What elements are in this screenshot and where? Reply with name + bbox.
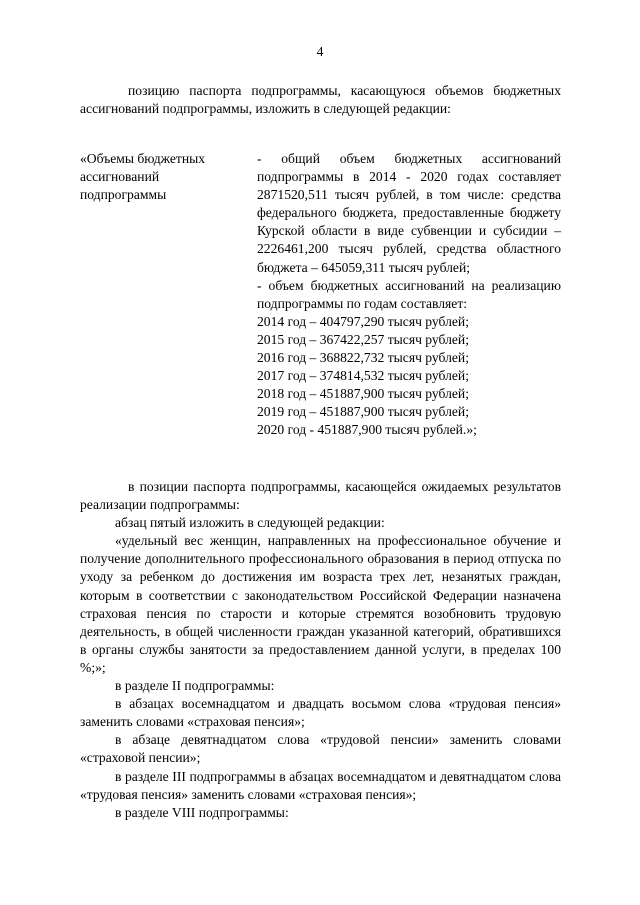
year-2017: 2017 год – 374814,532 тысяч рублей; — [257, 368, 469, 384]
table-value — [257, 150, 561, 440]
page-number: 4 — [316, 44, 324, 59]
years-list — [257, 313, 561, 440]
paragraph-section-8: в разделе VIII подпрограммы: — [115, 804, 289, 820]
paragraph-section-2: в разделе II подпрограммы: — [115, 678, 275, 694]
paragraph-expected-results: в позиции паспорта подпрограммы, касающейся ожидаемых результатов реализации подпрограммы: — [80, 479, 561, 513]
year-2019: 2019 год – 451887,900 тысяч рублей; — [257, 404, 469, 420]
year-2018: 2018 год – 451887,900 тысяч рублей; — [257, 386, 469, 402]
intro-paragraph: позицию паспорта подпрограммы, касающуюся объемов бюджетных ассигнований подпрограммы, изложить в следующей редакции: — [80, 83, 561, 117]
year-2020: 2020 год - 451887,900 тысяч рублей.»; — [257, 422, 477, 438]
year-2015: 2015 год – 367422,257 тысяч рублей; — [257, 331, 469, 347]
paragraph-fifth-abzac: абзац пятый изложить в следующей редакции: — [115, 515, 385, 531]
value-by-year-intro: - объем бюджетных ассигнований на реализацию подпрограммы по годам составляет: — [257, 277, 561, 311]
paragraph-abzac-18-28: в абзацах восемнадцатом и двадцать восьмом слова «трудовая пенсия» заменить словами «страховая пенсия»; — [80, 696, 561, 730]
paragraph-abzac-19: в абзаце девятнадцатом слова «трудовой пенсии» заменить словами «страховой пенсии»; — [80, 732, 561, 766]
paragraph-quote: «удельный вес женщин, направленных на профессиональное обучение и получение дополнительного профессионального образования в период отпуска по уходу за ребенком до достижения им возраста трех лет, незанятых граждан, которым в соответствии с законодательством Российской Федерации назначена страховая пенсия по старости и которые стремятся возобновить трудовую деятельность, в общей численности граждан указанной категорий, обратившихся в органы службы занятости за предоставлением данной услуги, в пределах 100 %;»; — [80, 533, 561, 675]
table-label: «Объемы бюджетных ассигнований подпрограммы — [80, 151, 206, 203]
body-text — [80, 478, 561, 822]
value-total: - общий объем бюджетных ассигнований подпрограммы в 2014 - 2020 годах составляет 2871520,511 тысяч рублей, в том числе: средства федерального бюджета, предоставленные бюджету Курской области в виде субвенции и субсидии – 2226461,200 тысяч рублей, средства областного бюджета – 645059,311 тысяч рублей; — [257, 151, 561, 275]
year-2016: 2016 год – 368822,732 тысяч рублей; — [257, 350, 469, 366]
year-2014: 2014 год – 404797,290 тысяч рублей; — [257, 313, 469, 329]
paragraph-section-3: в разделе III подпрограммы в абзацах восемнадцатом и девятнадцатом слова «трудовая пенсия» заменить словами «страховая пенсия»; — [80, 768, 561, 802]
